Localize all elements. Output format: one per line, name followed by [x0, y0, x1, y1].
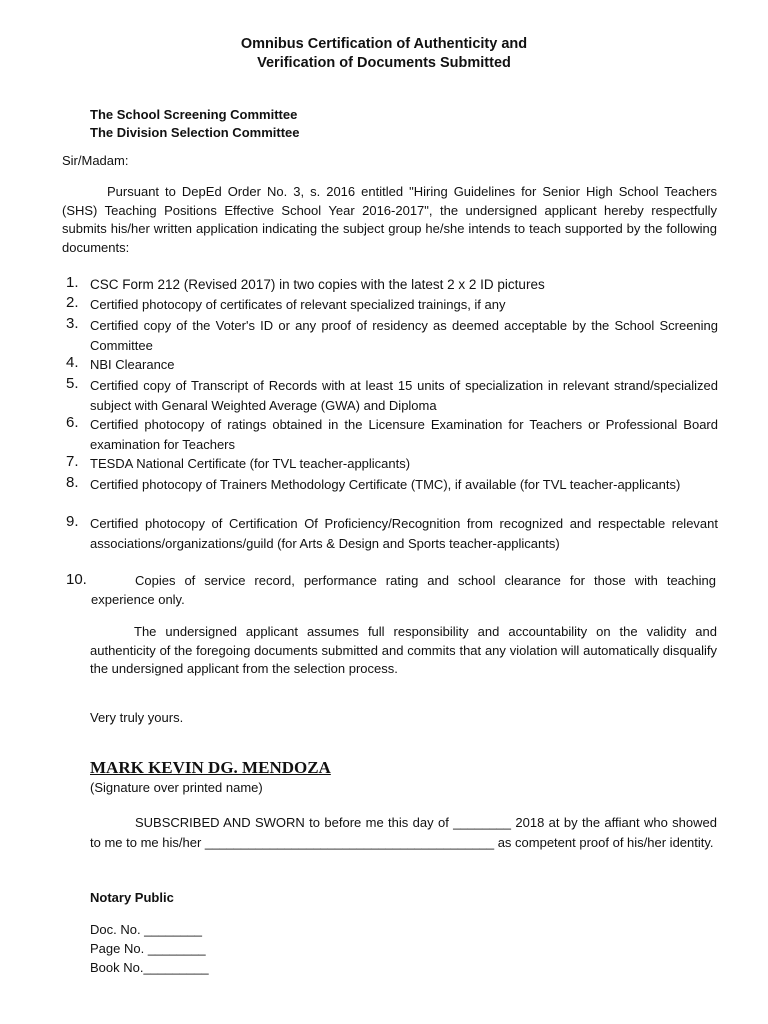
list-item-number: 7. [66, 453, 79, 470]
list-item-number: 2. [66, 294, 79, 311]
doc-number-field: Doc. No. ________ [90, 922, 203, 937]
list-item-text: Certified copy of the Voter's ID or any proof of residency as deemed acceptable by the School Screening Committee [90, 318, 718, 353]
document-title-line-1: Omnibus Certification of Authenticity and [240, 36, 528, 52]
page-number-field: Page No. ________ [90, 941, 206, 956]
list-item-number: 3. [66, 315, 79, 332]
list-item-text: TESDA National Certificate (for TVL teacher-applicants) [90, 456, 411, 471]
list-item-text: Certified photocopy of Certification Of Proficiency/Recognition from recognized and respectable relevant associations/organizations/guild (for Arts & Design and Sports teacher-applicants) [90, 516, 718, 551]
list-item-number: 9. [66, 513, 79, 530]
salutation: Sir/Madam: [62, 153, 129, 168]
list-item-text: Certified photocopy of Trainers Methodology Certificate (TMC), if available (for TVL teacher-applicants) [90, 477, 681, 492]
document-title-line-2: Verification of Documents Submitted [257, 55, 511, 71]
signature-caption: (Signature over printed name) [90, 780, 263, 795]
notary-public-label: Notary Public [90, 890, 174, 905]
list-item-text: NBI Clearance [90, 357, 175, 372]
jurat-paragraph: SUBSCRIBED AND SWORN to before me this day of ________ 2018 at by the affiant who showed to me to me his/her ________________________________________ as competent proof of his/her identity. [90, 815, 717, 850]
responsibility-paragraph: The undersigned applicant assumes full responsibility and accountability on the validity and authenticity of the foregoing documents submitted and commits that any violation will automatically disqualify the undersigned applicant from the selection process. [90, 624, 717, 676]
list-item-number: 8. [66, 474, 79, 491]
signatory-name: MARK KEVIN DG. MENDOZA [90, 758, 331, 777]
list-item-text: Certified copy of Transcript of Records with at least 15 units of specialization in relevant strand/specialized subject with Genaral Weighted Average (GWA) and Diploma [90, 378, 718, 413]
list-item-text: CSC Form 212 (Revised 2017) in two copies with the latest 2 x 2 ID pictures [90, 277, 545, 292]
list-item-number: 4. [66, 354, 79, 371]
list-item-text: Certified photocopy of certificates of relevant specialized trainings, if any [90, 297, 506, 312]
list-item-number: 1. [66, 274, 79, 291]
addressee-school-screening: The School Screening Committee [90, 107, 298, 122]
closing-line: Very truly yours. [90, 710, 184, 725]
list-item-number: 5. [66, 375, 79, 392]
list-item-number-10: 10. [66, 571, 87, 588]
list-item-text: Certified photocopy of ratings obtained in the Licensure Examination for Teachers or Professional Board examination for Teachers [90, 417, 718, 452]
list-item-number: 6. [66, 414, 79, 431]
book-number-field: Book No._________ [90, 960, 209, 975]
intro-paragraph: Pursuant to DepEd Order No. 3, s. 2016 entitled "Hiring Guidelines for Senior High School Teachers (SHS) Teaching Positions Effective School Year 2016-2017", the undersigned applicant hereby respectfully submits his/her written application indicating the subject group he/she intends to teach supported by the following documents: [62, 184, 717, 255]
list-item-text-10: Copies of service record, performance rating and school clearance for those with teaching experience only. [91, 573, 716, 607]
addressee-division-selection: The Division Selection Committee [90, 125, 300, 140]
